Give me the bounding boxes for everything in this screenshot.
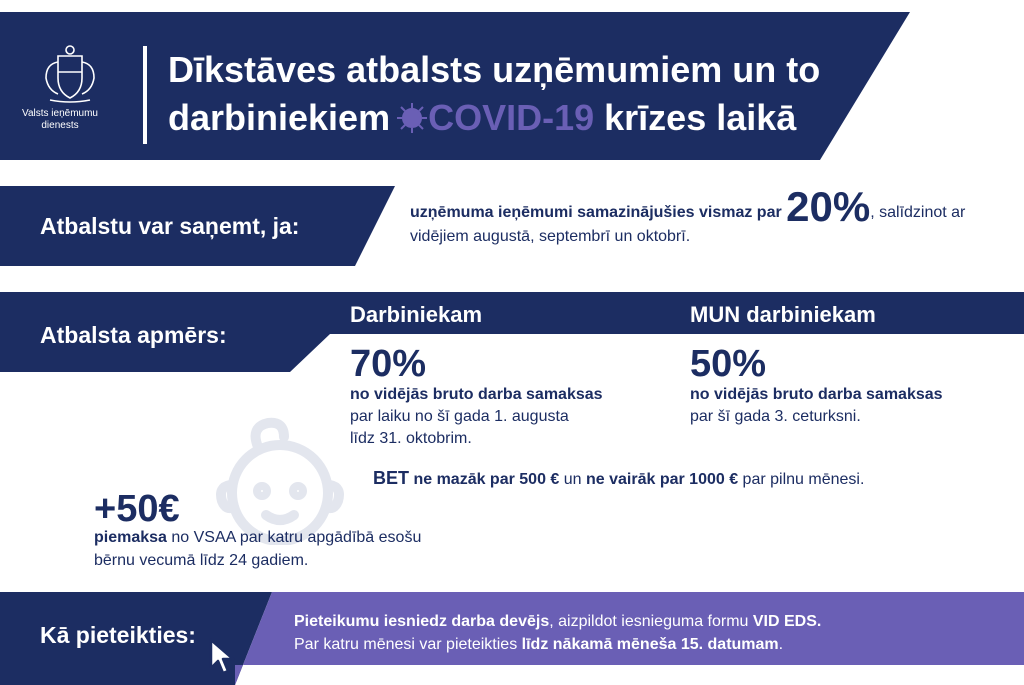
col2-percent: 50% (690, 343, 767, 385)
apply-bold-3: līdz nākamā mēneša 15. datumam (521, 636, 779, 653)
apply-text (294, 610, 1014, 656)
apply-bold-1: Pieteikumu iesniedz darba devējs (294, 613, 550, 630)
apply-end: . (778, 636, 784, 653)
limits-un: un (559, 471, 586, 488)
col2-subtitle: no vidējās bruto darba samaksas (690, 386, 943, 403)
header-divider (143, 46, 147, 144)
title-part-a: darbiniekiem (168, 97, 401, 138)
page-title-line-1: Dīkstāves atbalsts uzņēmumiem un to (168, 49, 821, 90)
conditions-text (410, 183, 1020, 249)
limits-bet: BET (373, 468, 409, 488)
covid-virus-icon (394, 100, 430, 136)
child-text (94, 526, 424, 572)
conditions-percent: 20% (786, 183, 871, 230)
apply-bold-2: VID EDS. (752, 613, 822, 630)
conditions-label: Atbalstu var saņemt, ja: (40, 213, 300, 239)
title-covid: COVID-19 (428, 97, 595, 138)
col2-heading: MUN darbiniekam (690, 302, 876, 327)
col1-subtitle: no vidējās bruto darba samaksas (350, 386, 603, 403)
apply-rest-1: , aizpildot iesnieguma formu (549, 613, 753, 630)
apply-line-1 (294, 610, 1014, 633)
child-rest: no VSAA par katru apgādībā esošu bērnu vecumā līdz 24 gadiem. (94, 529, 422, 569)
coat-of-arms-icon (40, 42, 100, 106)
logo-text (18, 108, 102, 132)
title-part-b: krīzes laikā (594, 97, 797, 138)
apply-line-2 (294, 633, 1014, 656)
col1-block (350, 344, 603, 450)
col1-percent: 70% (350, 343, 427, 385)
apply-label: Kā pieteikties: (40, 622, 196, 648)
cursor-arrow-icon (208, 638, 238, 676)
col2-block (690, 344, 943, 428)
col1-heading: Darbiniekam (350, 302, 483, 327)
amount-label: Atbalsta apmērs: (40, 322, 227, 348)
logo-line-2: dienests (41, 120, 79, 131)
limits-max: ne vairāk par 1000 € (586, 471, 739, 488)
logo-line-1: Valsts ieņēmumu (22, 108, 98, 119)
apply-rest-2: Par katru mēnesi var pieteikties (294, 636, 522, 653)
limits-rest: par pilnu mēnesi. (738, 471, 865, 488)
child-bold: piemaksa (94, 529, 167, 546)
col1-line-1: par laiku no šī gada 1. augusta (350, 408, 569, 425)
conditions-rest: , salīdzinot ar vidējiem augustā, septembrī un oktobrī. (410, 204, 966, 245)
limits-min: ne mazāk par 500 € (409, 471, 560, 488)
limits-text (373, 468, 864, 489)
child-amount: +50€ (94, 488, 180, 530)
page-title-line-2 (168, 96, 796, 140)
conditions-bold: uzņēmuma ieņēmumi samazinājušies vismaz par (410, 204, 787, 221)
col2-line-1: par šī gada 3. ceturksni. (690, 408, 861, 425)
col1-line-2: līdz 31. oktobrim. (350, 430, 472, 447)
